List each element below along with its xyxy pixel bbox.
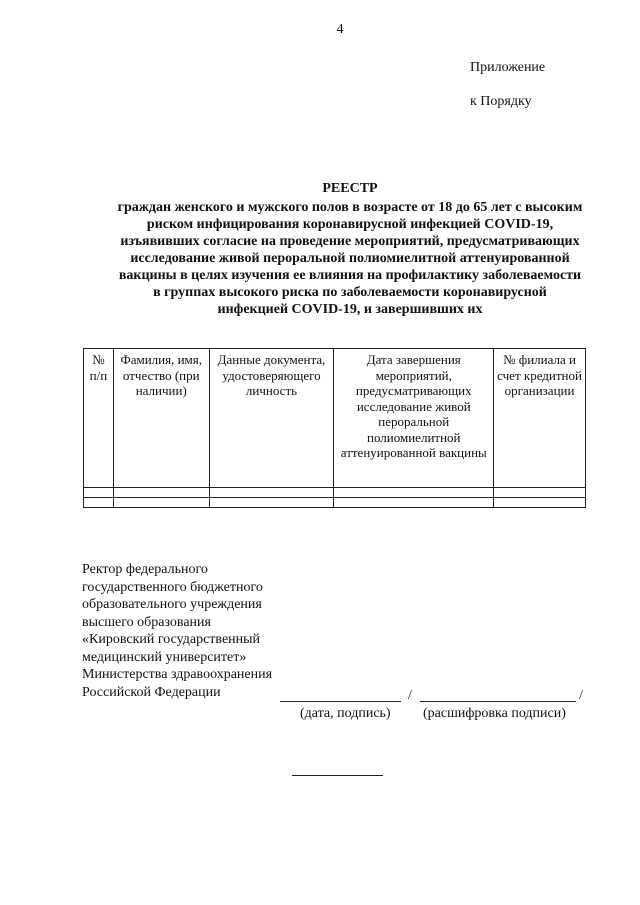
signer-line: государственного бюджетного [82, 579, 263, 595]
table-header-row [84, 349, 586, 488]
page-number: 4 [336, 22, 344, 37]
table-row [84, 488, 586, 498]
signer-block [82, 561, 272, 701]
table-cell [84, 488, 114, 498]
registry-table [83, 348, 586, 508]
title-heading: РЕЕСТР [322, 181, 378, 196]
title-line: в группах высокого риска по заболеваемости коронавирусной [153, 285, 547, 300]
header-full-name: Фамилия, имя, отчество (при наличии) [113, 349, 209, 488]
document-title [60, 180, 640, 318]
signature-separator: / [579, 688, 583, 703]
title-line: инфекцией COVID-19, и завершивших их [217, 302, 483, 317]
signer-line: Ректор федерального [82, 562, 208, 577]
signer-line: Министерства здравоохранения [82, 667, 273, 682]
table-cell [209, 498, 334, 508]
table-cell [209, 488, 334, 498]
end-divider [292, 775, 383, 776]
appendix-label: Приложение [470, 60, 546, 75]
signer-line: медицинский университет» [82, 649, 247, 665]
title-line: изъявивших согласие на проведение мероприятий, предусматривающих [120, 234, 580, 249]
title-line: граждан женского и мужского полов в возрасте от 18 до 65 лет с высоким [117, 200, 583, 215]
signature-decode-blank [420, 701, 576, 702]
table-cell [113, 488, 209, 498]
caption-signature-decode: (расшифровка подписи) [423, 706, 566, 721]
signature-date-blank [280, 701, 401, 702]
appendix-reference: к Порядку [470, 94, 532, 109]
table-cell [494, 498, 586, 508]
header-number: № п/п [84, 349, 114, 488]
title-line: риском инфицирования коронавирусной инфекцией COVID-19, [146, 217, 554, 232]
caption-date-signature: (дата, подпись) [300, 706, 391, 721]
title-line: исследование живой пероральной полиомиелитной аттенуированной [130, 251, 570, 266]
table-cell [84, 498, 114, 508]
header-completion-date: Дата завершения мероприятий, предусматривающих исследование живой пероральной полиомиелитной аттенуированной вакцины [334, 349, 494, 488]
title-line: вакцины в целях изучения ее влияния на профилактику заболеваемости [118, 268, 582, 283]
table-cell [494, 488, 586, 498]
table-row [84, 498, 586, 508]
signer-line: Российской Федерации [82, 684, 221, 700]
signer-line: образовательного учреждения [82, 597, 262, 612]
table-cell [113, 498, 209, 508]
table-cell [334, 498, 494, 508]
header-branch-account: № филиала и счет кредитной организации [494, 349, 586, 488]
signer-line: высшего образования [82, 614, 211, 630]
header-identity-document: Данные документа, удостоверяющего личность [209, 349, 334, 488]
table-cell [334, 488, 494, 498]
signature-separator: / [408, 688, 412, 703]
signer-line: «Кировский государственный [82, 632, 261, 647]
